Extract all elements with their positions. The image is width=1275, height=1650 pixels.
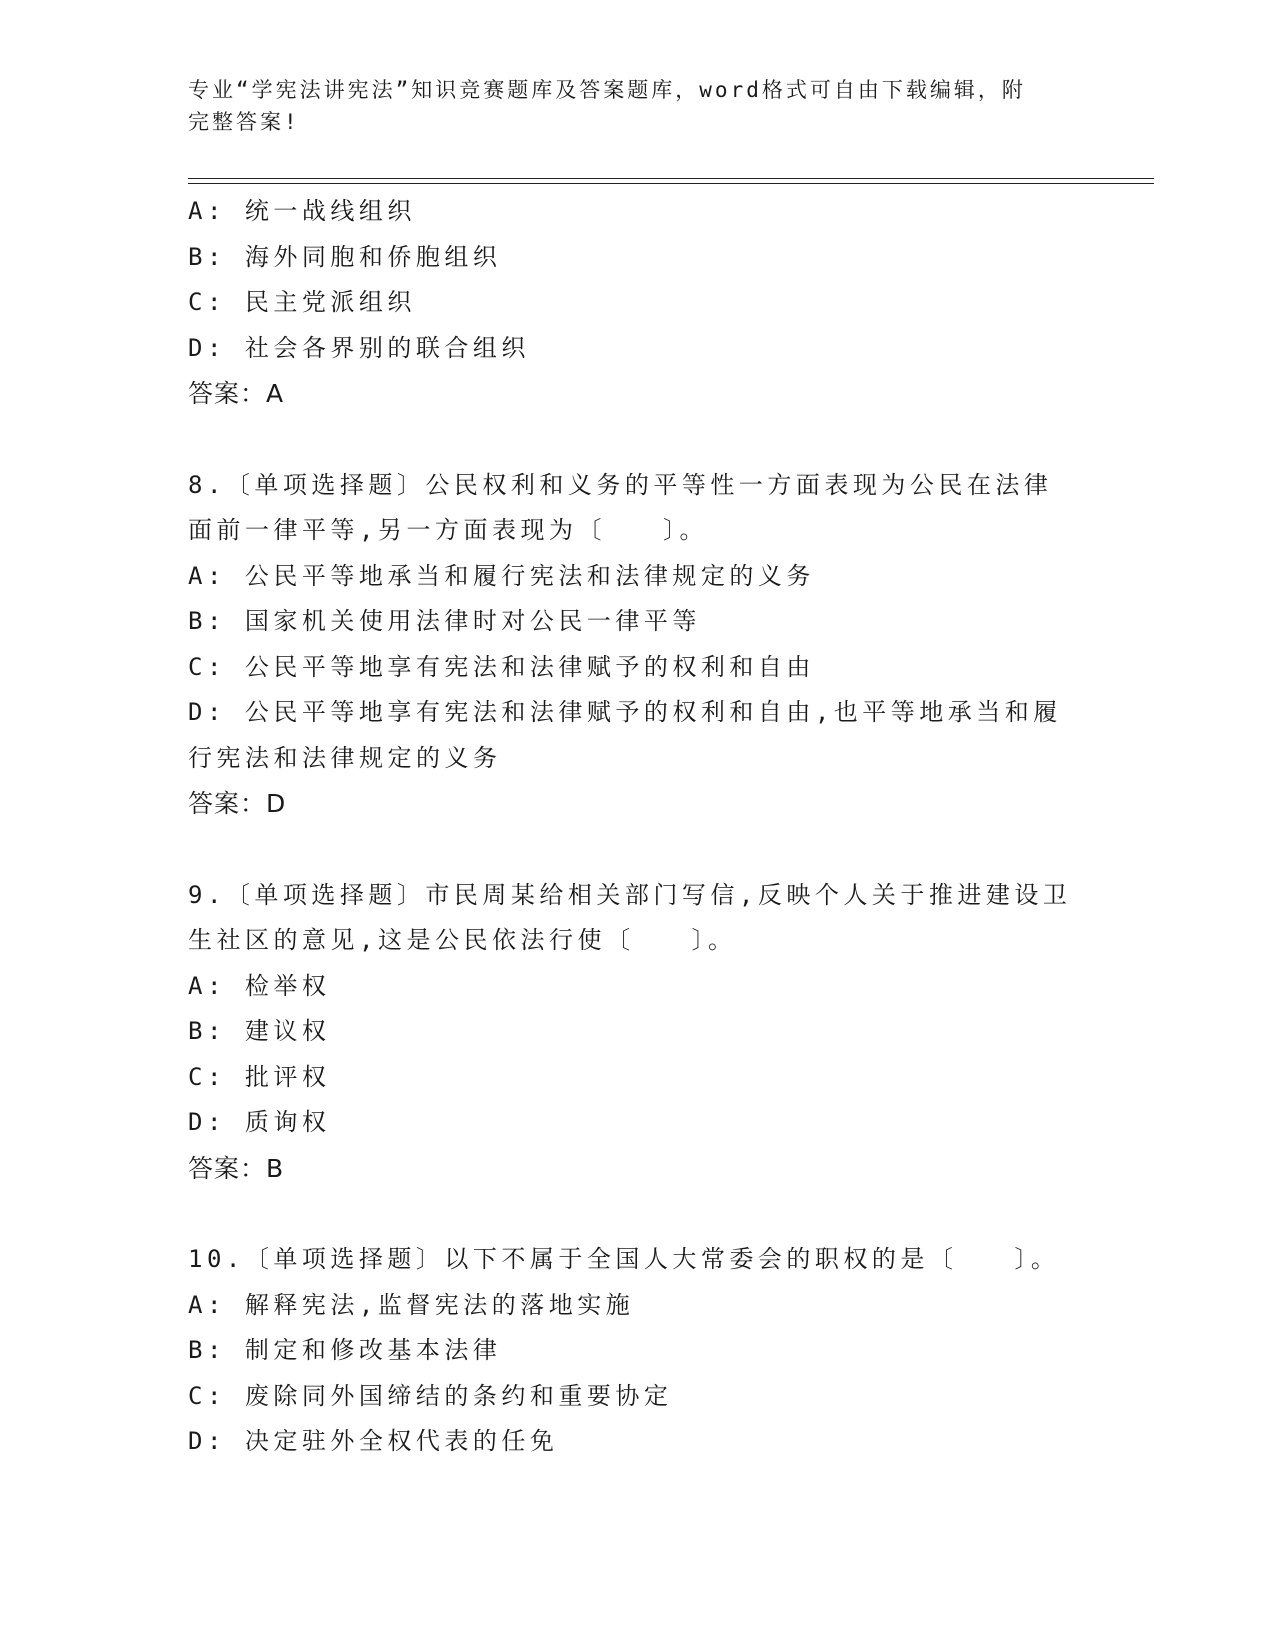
option-a: A: 统一战线组织 xyxy=(188,197,416,225)
spacer xyxy=(188,417,1088,463)
question-9 xyxy=(188,873,1088,1192)
question-8 xyxy=(188,463,1088,827)
option-b: B: 海外同胞和侨胞组织 xyxy=(188,242,502,271)
option-b: B: 制定和修改基本法律 xyxy=(188,1336,502,1364)
spacer xyxy=(188,1191,1088,1237)
answer-line: 答案：B xyxy=(188,1153,285,1183)
document-header xyxy=(188,74,1068,138)
option-c: C: 批评权 xyxy=(188,1062,331,1091)
option-a: A: 公民平等地承当和履行宪法和法律规定的义务 xyxy=(188,561,815,590)
option-c: C: 公民平等地享有宪法和法律赋予的权利和自由 xyxy=(188,652,815,681)
question-7-tail xyxy=(188,189,1088,417)
answer-line: 答案：A xyxy=(188,379,285,408)
question-stem-line: 10.〔单项选择题〕以下不属于全国人大常委会的职权的是〔 〕。 xyxy=(188,1245,1060,1273)
option-d: D: 社会各界别的联合组织 xyxy=(188,333,530,362)
question-10 xyxy=(188,1237,1088,1465)
option-a: A: 检举权 xyxy=(188,971,331,1000)
option-c: C: 废除同外国缔结的条约和重要协定 xyxy=(188,1381,673,1410)
option-a: A: 解释宪法,监督宪法的落地实施 xyxy=(188,1290,635,1319)
header-divider-top xyxy=(188,178,1154,179)
option-b: B: 建议权 xyxy=(188,1017,331,1045)
option-d-continued: 行宪法和法律规定的义务 xyxy=(188,743,502,772)
option-b: B: 国家机关使用法律时对公民一律平等 xyxy=(188,607,701,635)
question-stem-line: 生社区的意见,这是公民依法行使〔 〕。 xyxy=(188,926,737,954)
option-c: C: 民主党派组织 xyxy=(188,288,416,316)
question-stem-line: 9.〔单项选择题〕市民周某给相关部门写信,反映个人关于推进建设卫 xyxy=(188,880,1072,909)
option-d: D: 质询权 xyxy=(188,1108,331,1136)
question-list xyxy=(188,189,1088,1465)
option-d: D: 决定驻外全权代表的任免 xyxy=(188,1427,559,1455)
question-stem-line: 8.〔单项选择题〕公民权利和义务的平等性一方面表现为公民在法律 xyxy=(188,470,1053,499)
option-d: D: 公民平等地享有宪法和法律赋予的权利和自由,也平等地承当和履 xyxy=(188,698,1062,726)
question-stem-line: 面前一律平等,另一方面表现为〔 〕。 xyxy=(188,516,708,544)
header-divider-bottom xyxy=(188,183,1154,184)
spacer xyxy=(188,827,1088,873)
answer-line: 答案：D xyxy=(188,789,287,818)
header-line-2: 完整答案! xyxy=(188,110,300,134)
header-line-1: 专业“学宪法讲宪法”知识竞赛题库及答案题库，word格式可自由下载编辑，附 xyxy=(188,78,1026,102)
